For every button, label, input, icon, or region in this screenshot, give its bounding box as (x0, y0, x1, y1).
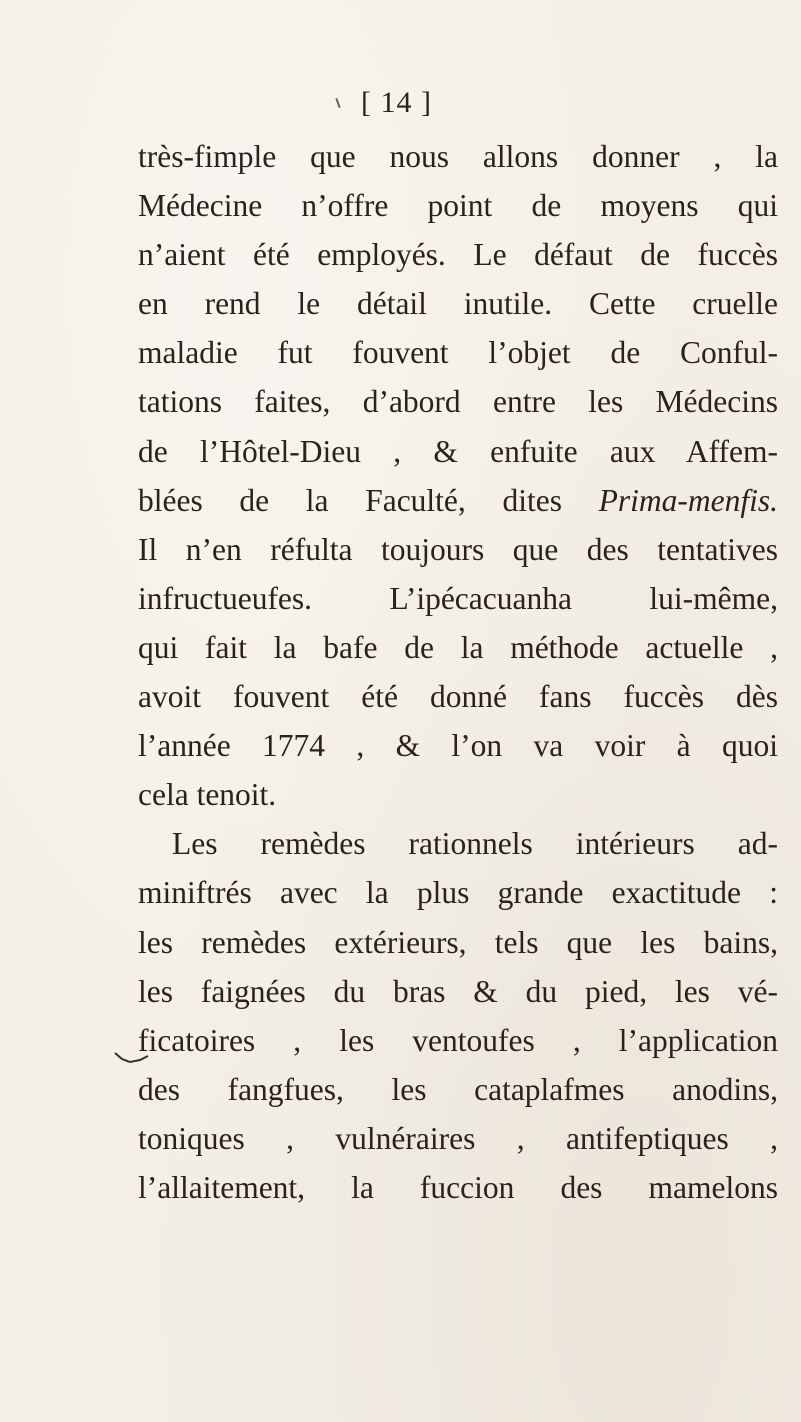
text-line: les remèdes extérieurs, tels que les bains, (138, 924, 778, 960)
text-line-start: blées de la Faculté, dites (138, 482, 562, 518)
text-line: n’aient été employés. Le défaut de fuccès (138, 237, 778, 273)
text-line: qui fait la bafe de la méthode actuelle , (138, 629, 778, 665)
text-line: avoit fouvent été donné fans fuccès dès (138, 679, 778, 715)
text-line: tations faites, d’abord entre les Médecins (138, 384, 778, 420)
text-line: toniques , vulnéraires , antifeptiques , (138, 1120, 778, 1156)
text-line: miniftrés avec la plus grande exactitude : (138, 875, 778, 911)
text-line: cela tenoit. (138, 777, 277, 813)
text-line: les faignées du bras & du pied, les vé- (138, 973, 778, 1009)
page-number (0, 86, 801, 120)
italic-term: Prima-menfis. (598, 482, 778, 518)
text-line-with-italic (138, 476, 778, 525)
text-line: très-fimple que nous allons donner , la (138, 139, 778, 174)
text-line: infructueufes. L’ipécacuanha lui-même, (138, 580, 778, 616)
margin-ink-mark (114, 1050, 150, 1064)
text-line: maladie fut fouvent l’objet de Conful- (138, 335, 778, 371)
text-line: l’année 1774 , & l’on va voir à quoi (138, 728, 778, 764)
text-line: Médecine n’offre point de moyens qui (138, 188, 778, 224)
text-line: des fangfues, les cataplafmes anodins, (138, 1071, 778, 1107)
text-line: de l’Hôtel-Dieu , & enfuite aux Affem- (138, 433, 778, 469)
text-line: l’allaitement, la fuccion des mamelons (138, 1169, 778, 1205)
text-line: Il n’en réfulta toujours que des tentatives (138, 531, 778, 567)
text-line: en rend le détail inutile. Cette cruelle (138, 286, 778, 322)
body-text (138, 132, 778, 1212)
text-line: Les remèdes rationnels intérieurs ad- (172, 826, 778, 862)
text-line: ficatoires , les ventoufes , l’application (138, 1022, 778, 1058)
page-number-text: [ 14 ] (361, 86, 432, 119)
